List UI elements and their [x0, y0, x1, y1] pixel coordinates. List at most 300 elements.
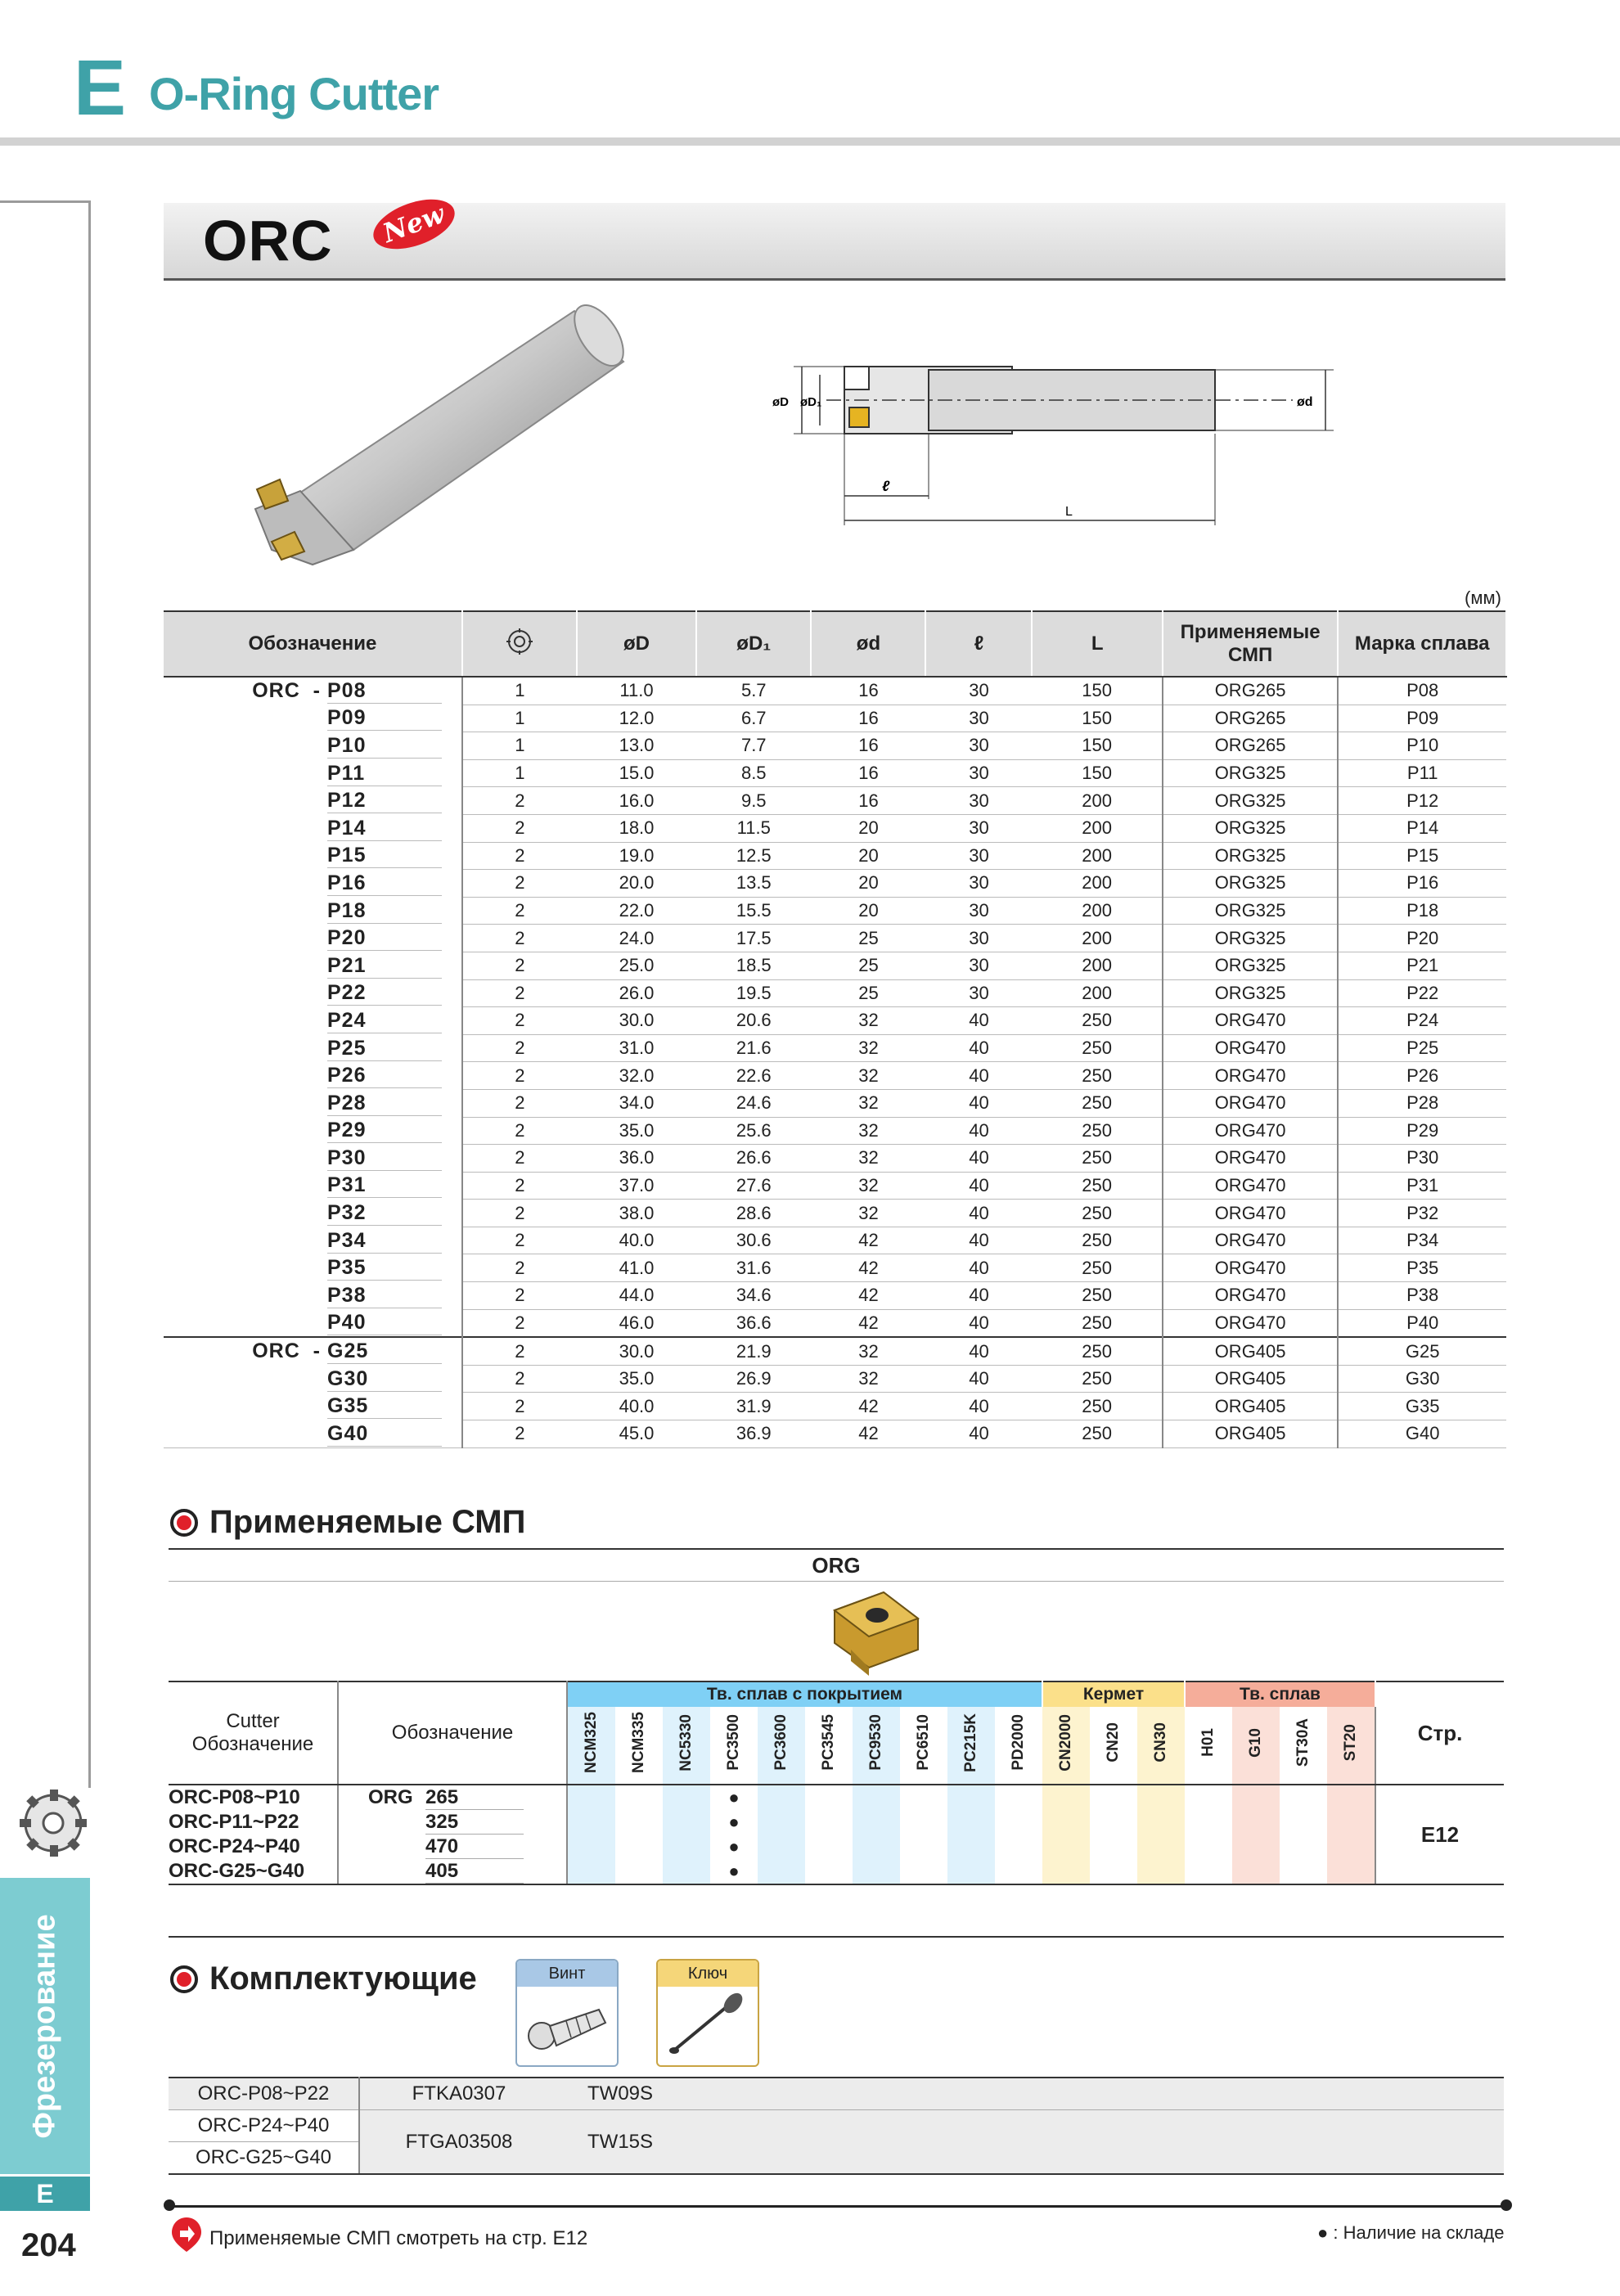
designation-cell [164, 1227, 462, 1254]
D1-cell: 27.6 [696, 1172, 811, 1200]
stock-cell [853, 1859, 900, 1884]
grade-cell: G25 [1338, 1337, 1506, 1365]
designation-cell [164, 1117, 462, 1145]
grade-cell: P32 [1338, 1200, 1506, 1227]
grade-cell: P28 [1338, 1089, 1506, 1117]
D-cell: 46.0 [577, 1309, 696, 1337]
sidebar-top-line [0, 200, 90, 203]
grade-cell: P38 [1338, 1282, 1506, 1310]
stock-cell [1280, 1835, 1327, 1859]
D-cell: 44.0 [577, 1282, 696, 1310]
edges-cell: 2 [462, 1034, 577, 1062]
L-cell: 250 [1032, 1172, 1162, 1200]
insert-cell: ORG470 [1163, 1007, 1339, 1035]
grade-header [947, 1707, 995, 1785]
insert-code: 470 [425, 1835, 524, 1859]
D-cell: 15.0 [577, 759, 696, 787]
D1-cell: 5.7 [696, 677, 811, 705]
designation-code: P30 [327, 1146, 442, 1171]
grade-cell: P08 [1338, 677, 1506, 705]
cutter-cell: ORC-G25~G40 [169, 1859, 338, 1884]
stock-cell [567, 1785, 615, 1810]
grade-cell: P30 [1338, 1145, 1506, 1173]
stock-cell [615, 1835, 663, 1859]
spec-row [164, 897, 1506, 925]
D1-cell: 19.5 [696, 979, 811, 1007]
designation-code: P09 [327, 706, 442, 731]
spec-row [164, 1282, 1506, 1310]
stock-cell [1090, 1810, 1137, 1835]
col-d: ød [811, 611, 925, 677]
sidebar-letter: E [0, 2177, 90, 2211]
page-title: O-Ring Cutter [149, 68, 439, 119]
designation-code: P21 [327, 954, 442, 979]
d-cell: 32 [811, 1200, 925, 1227]
designation-code: G40 [327, 1422, 442, 1447]
designation-cell [164, 1365, 462, 1393]
stock-cell [995, 1835, 1042, 1859]
grade-header [663, 1707, 710, 1785]
D-cell: 45.0 [577, 1420, 696, 1448]
cutter-cell: ORC-P11~P22 [169, 1810, 338, 1835]
d-cell: 32 [811, 1145, 925, 1173]
stock-cell [615, 1810, 663, 1835]
section-bullet-icon [170, 1509, 198, 1537]
designation-prefix: ORC - [252, 679, 321, 703]
stock-cell [567, 1835, 615, 1859]
cutter-cell: ORC-P08~P10 [169, 1785, 338, 1810]
page-ref-cell: E12 [1375, 1785, 1504, 1884]
L-cell: 250 [1032, 1145, 1162, 1173]
L-cell: 250 [1032, 1393, 1162, 1420]
d-cell: 25 [811, 925, 925, 952]
designation-cell [164, 1420, 462, 1448]
D1-cell: 24.6 [696, 1089, 811, 1117]
l-cell: 40 [925, 1145, 1032, 1173]
l-cell: 30 [925, 705, 1032, 732]
spec-row [164, 814, 1506, 842]
stock-cell [567, 1810, 615, 1835]
designation-code: P35 [327, 1256, 442, 1281]
spec-row [164, 1172, 1506, 1200]
model-title: ORC [203, 209, 333, 272]
col-page: Стр. [1375, 1681, 1504, 1785]
l-cell: 30 [925, 787, 1032, 815]
stock-cell [853, 1835, 900, 1859]
insert-cell: ORG470 [1163, 1282, 1339, 1310]
designation-code: P12 [327, 789, 442, 813]
screw-cell: FTGA03508 [359, 2110, 558, 2175]
L-cell: 250 [1032, 1337, 1162, 1365]
grade-name: NCM325 [583, 1712, 600, 1773]
grade-header [758, 1707, 805, 1785]
col-cutting-edges [462, 611, 577, 677]
designation-code: P10 [327, 734, 442, 759]
stock-cell [1327, 1859, 1375, 1884]
D1-cell: 11.5 [696, 814, 811, 842]
d-cell: 20 [811, 870, 925, 898]
grade-cell: P22 [1338, 979, 1506, 1007]
L-cell: 200 [1032, 925, 1162, 952]
spec-row [164, 979, 1506, 1007]
spec-table [164, 610, 1507, 1448]
L-cell: 200 [1032, 979, 1162, 1007]
grade-name: PC3600 [772, 1714, 790, 1771]
l-cell: 40 [925, 1200, 1032, 1227]
insert-cell: ORG325 [1163, 814, 1339, 842]
d-cell: 20 [811, 842, 925, 870]
d-cell: 20 [811, 897, 925, 925]
col-D: øD [577, 611, 696, 677]
accessory-cutter-cell: ORC-P08~P22 [169, 2078, 359, 2110]
grade-name: CN30 [1152, 1722, 1169, 1763]
D-cell: 12.0 [577, 705, 696, 732]
D1-cell: 31.9 [696, 1393, 811, 1420]
insert-code: 405 [425, 1860, 524, 1884]
designation-code: P11 [327, 762, 442, 786]
D-cell: 41.0 [577, 1254, 696, 1282]
D1-cell: 15.5 [696, 897, 811, 925]
insert-code-cell [338, 1810, 567, 1835]
grade-cell: P16 [1338, 870, 1506, 898]
l-cell: 30 [925, 842, 1032, 870]
D1-cell: 36.9 [696, 1420, 811, 1448]
designation-code: P28 [327, 1092, 442, 1116]
designation-cell [164, 1337, 462, 1365]
designation-cell [164, 952, 462, 979]
D-cell: 26.0 [577, 979, 696, 1007]
col-insert: Применяемые СМП [1163, 611, 1339, 677]
edges-cell: 2 [462, 952, 577, 979]
D-cell: 11.0 [577, 677, 696, 705]
D-cell: 37.0 [577, 1172, 696, 1200]
spec-row [164, 705, 1506, 732]
stock-cell [758, 1785, 805, 1810]
d-cell: 32 [811, 1034, 925, 1062]
insert-cell: ORG470 [1163, 1034, 1339, 1062]
L-cell: 250 [1032, 1365, 1162, 1393]
stock-cell [1327, 1785, 1375, 1810]
spec-row [164, 1200, 1506, 1227]
D1-cell: 25.6 [696, 1117, 811, 1145]
d-cell: 42 [811, 1254, 925, 1282]
D1-cell: 34.6 [696, 1282, 811, 1310]
d-cell: 32 [811, 1007, 925, 1035]
grade-name: PC6510 [915, 1714, 932, 1771]
stock-cell: ● [710, 1785, 758, 1810]
L-cell: 250 [1032, 1034, 1162, 1062]
designation-cell [164, 870, 462, 898]
stock-cell [995, 1785, 1042, 1810]
edges-cell: 1 [462, 732, 577, 760]
designation-code: P34 [327, 1229, 442, 1254]
designation-cell [164, 1254, 462, 1282]
l-cell: 40 [925, 1117, 1032, 1145]
grade-header [710, 1707, 758, 1785]
edges-cell: 2 [462, 842, 577, 870]
D1-cell: 9.5 [696, 787, 811, 815]
D-cell: 16.0 [577, 787, 696, 815]
grade-name: ST20 [1342, 1723, 1359, 1762]
L-cell: 200 [1032, 814, 1162, 842]
edges-cell: 2 [462, 1309, 577, 1337]
col-D1: øD₁ [696, 611, 811, 677]
grade-cell: G30 [1338, 1365, 1506, 1393]
accessory-row [169, 2110, 1504, 2142]
D1-cell: 21.6 [696, 1034, 811, 1062]
insert-cell: ORG470 [1163, 1145, 1339, 1173]
designation-code: P26 [327, 1064, 442, 1088]
grade-cell: P15 [1338, 842, 1506, 870]
D1-cell: 21.9 [696, 1337, 811, 1365]
grade-header [1280, 1707, 1327, 1785]
d-cell: 42 [811, 1282, 925, 1310]
grade-cell: P09 [1338, 705, 1506, 732]
spec-row [164, 1007, 1506, 1035]
edges-cell: 2 [462, 1337, 577, 1365]
designation-cell [164, 897, 462, 925]
d-cell: 42 [811, 1393, 925, 1420]
edges-cell: 2 [462, 787, 577, 815]
D-cell: 35.0 [577, 1117, 696, 1145]
designation-cell [164, 1062, 462, 1090]
insert-code-cell [338, 1859, 567, 1884]
edges-cell: 2 [462, 1145, 577, 1173]
l-cell: 40 [925, 1365, 1032, 1393]
d-cell: 32 [811, 1365, 925, 1393]
inserts-group-row [169, 1681, 1504, 1707]
insert-cell: ORG470 [1163, 1200, 1339, 1227]
accessories-heading-text: Комплектующие [209, 1961, 477, 1997]
label-d: ød [1297, 395, 1313, 409]
grade-header [567, 1707, 615, 1785]
D1-cell: 8.5 [696, 759, 811, 787]
grade-cell: P29 [1338, 1117, 1506, 1145]
l-cell: 30 [925, 677, 1032, 705]
spec-row [164, 1420, 1506, 1448]
grade-header [615, 1707, 663, 1785]
edges-cell: 2 [462, 1089, 577, 1117]
insert-cell: ORG405 [1163, 1365, 1339, 1393]
L-cell: 150 [1032, 705, 1162, 732]
insert-cell: ORG405 [1163, 1420, 1339, 1448]
sidebar-tab-label: Фрезерование [27, 1913, 62, 2139]
D1-cell: 7.7 [696, 732, 811, 760]
stock-cell [947, 1785, 995, 1810]
grade-cell: P14 [1338, 814, 1506, 842]
spec-row [164, 1254, 1506, 1282]
accessory-row [169, 2078, 1504, 2110]
grade-cell: G35 [1338, 1393, 1506, 1420]
D1-cell: 31.6 [696, 1254, 811, 1282]
stock-cell [663, 1835, 710, 1859]
l-cell: 30 [925, 897, 1032, 925]
grade-group-header: Тв. сплав [1185, 1681, 1375, 1707]
insert-cell: ORG470 [1163, 1309, 1339, 1337]
inserts-row [169, 1859, 1504, 1884]
spec-header-row [164, 611, 1506, 677]
L-cell: 250 [1032, 1254, 1162, 1282]
accessory-cutter-cell: ORC-G25~G40 [169, 2142, 359, 2175]
insert-cell: ORG470 [1163, 1172, 1339, 1200]
insert-cell: ORG265 [1163, 677, 1339, 705]
D1-cell: 12.5 [696, 842, 811, 870]
screw-card [515, 1959, 619, 2067]
stock-cell [1042, 1835, 1090, 1859]
L-cell: 200 [1032, 787, 1162, 815]
stock-cell [1137, 1859, 1185, 1884]
D-cell: 18.0 [577, 814, 696, 842]
screw-label: Винт [517, 1961, 617, 1987]
L-cell: 200 [1032, 870, 1162, 898]
product-photo [223, 304, 632, 566]
edges-cell: 2 [462, 1393, 577, 1420]
grade-name: CN20 [1105, 1722, 1122, 1763]
stock-cell: ● [710, 1859, 758, 1884]
sidebar-line [88, 200, 91, 1788]
l-cell: 30 [925, 759, 1032, 787]
L-cell: 200 [1032, 842, 1162, 870]
D-cell: 22.0 [577, 897, 696, 925]
D-cell: 40.0 [577, 1227, 696, 1254]
D-cell: 35.0 [577, 1365, 696, 1393]
d-cell: 25 [811, 979, 925, 1007]
footer-note: Применяемые СМП смотреть на стр. E12 [209, 2227, 588, 2249]
spec-row [164, 1309, 1506, 1337]
spec-row [164, 952, 1506, 979]
stock-cell [663, 1859, 710, 1884]
designation-code: P22 [327, 981, 442, 1006]
designation-code: P20 [327, 926, 442, 951]
stock-cell [1090, 1835, 1137, 1859]
designation-cell [164, 1172, 462, 1200]
milling-cutter-icon [18, 1788, 88, 1858]
d-cell: 42 [811, 1227, 925, 1254]
designation-cell [164, 1309, 462, 1337]
grade-cell: P18 [1338, 897, 1506, 925]
accessories-heading [170, 1961, 477, 1997]
grade-cell: P11 [1338, 759, 1506, 787]
grade-header [1090, 1707, 1137, 1785]
edges-cell: 2 [462, 1007, 577, 1035]
designation-cell [164, 842, 462, 870]
l-cell: 40 [925, 1089, 1032, 1117]
D1-cell: 17.5 [696, 925, 811, 952]
edges-cell: 2 [462, 1200, 577, 1227]
designation-code: P40 [327, 1311, 442, 1335]
grade-header [1232, 1707, 1280, 1785]
insert-cell: ORG325 [1163, 979, 1339, 1007]
insert-cell: ORG470 [1163, 1062, 1339, 1090]
d-cell: 25 [811, 952, 925, 979]
stock-cell [663, 1810, 710, 1835]
insert-type-label: ORG [812, 1553, 861, 1578]
grade-name: ST30A [1294, 1717, 1312, 1767]
designation-code: P14 [327, 817, 442, 841]
grade-name: PC3500 [725, 1714, 742, 1771]
edges-cell: 2 [462, 1365, 577, 1393]
grade-name: PD2000 [1010, 1714, 1027, 1771]
stock-cell [900, 1859, 947, 1884]
edges-cell: 2 [462, 1062, 577, 1090]
insert-cell: ORG470 [1163, 1117, 1339, 1145]
grade-group-header: Кермет [1042, 1681, 1185, 1707]
label-D: øD [772, 395, 789, 409]
grade-cell: P40 [1338, 1309, 1506, 1337]
designation-cell [164, 1282, 462, 1310]
L-cell: 250 [1032, 1062, 1162, 1090]
designation-code: P18 [327, 899, 442, 924]
D-cell: 31.0 [577, 1034, 696, 1062]
stock-cell [1185, 1835, 1232, 1859]
l-cell: 30 [925, 952, 1032, 979]
insert-code-cell [338, 1835, 567, 1859]
designation-code: P08 [327, 679, 442, 704]
grade-name: PC215K [962, 1713, 979, 1772]
edges-cell: 1 [462, 677, 577, 705]
l-cell: 30 [925, 979, 1032, 1007]
edges-cell: 2 [462, 897, 577, 925]
insert-cell: ORG470 [1163, 1254, 1339, 1282]
spec-row [164, 842, 1506, 870]
designation-code: G35 [327, 1394, 442, 1419]
l-cell: 30 [925, 870, 1032, 898]
stock-cell [900, 1785, 947, 1810]
stock-cell: ● [710, 1835, 758, 1859]
L-cell: 250 [1032, 1420, 1162, 1448]
new-badge [365, 191, 463, 261]
stock-cell [853, 1810, 900, 1835]
l-cell: 40 [925, 1062, 1032, 1090]
insert-prefix: ORG [368, 1785, 413, 1808]
key-card [656, 1959, 759, 2067]
unit-label: (мм) [1465, 588, 1501, 608]
D1-cell: 30.6 [696, 1227, 811, 1254]
stock-cell [805, 1835, 853, 1859]
grade-name: H01 [1199, 1728, 1217, 1757]
stock-cell [947, 1810, 995, 1835]
new-badge-text: New [378, 198, 449, 250]
designation-code: G25 [327, 1339, 442, 1364]
D-cell: 40.0 [577, 1393, 696, 1420]
insert-cell: ORG470 [1163, 1227, 1339, 1254]
L-cell: 250 [1032, 1282, 1162, 1310]
insert-cell: ORG265 [1163, 732, 1339, 760]
L-cell: 250 [1032, 1200, 1162, 1227]
designation-code: P15 [327, 844, 442, 868]
l-cell: 40 [925, 1420, 1032, 1448]
grade-header [805, 1707, 853, 1785]
grade-name: CN2000 [1057, 1713, 1074, 1772]
stock-cell [1090, 1859, 1137, 1884]
D1-cell: 36.6 [696, 1309, 811, 1337]
grade-header [1185, 1707, 1232, 1785]
D-cell: 30.0 [577, 1337, 696, 1365]
insert-cell: ORG325 [1163, 870, 1339, 898]
key-cell: TW15S [558, 2110, 1504, 2175]
stock-cell [947, 1835, 995, 1859]
grade-cell: P21 [1338, 952, 1506, 979]
designation-cell [164, 787, 462, 815]
insert-cell: ORG325 [1163, 842, 1339, 870]
insert-cell: ORG325 [1163, 925, 1339, 952]
technical-drawing [761, 352, 1350, 540]
d-cell: 32 [811, 1337, 925, 1365]
edges-cell: 2 [462, 1172, 577, 1200]
D-cell: 38.0 [577, 1200, 696, 1227]
designation-code: P29 [327, 1119, 442, 1143]
inserts-table [169, 1681, 1504, 1885]
